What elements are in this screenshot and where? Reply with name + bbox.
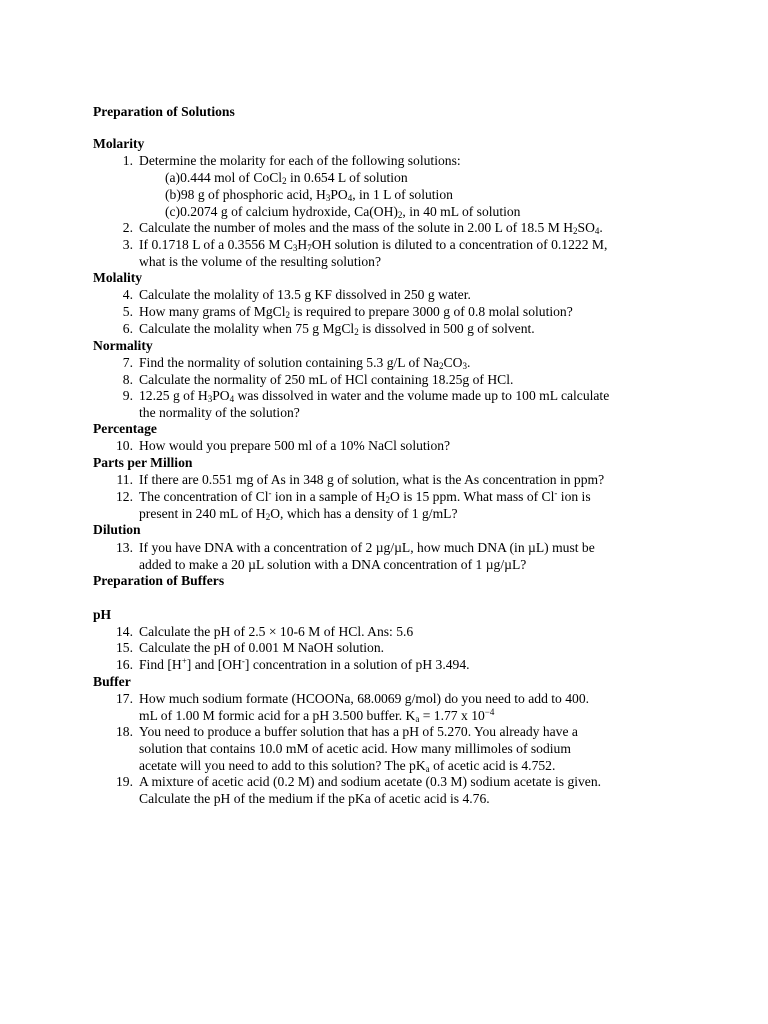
item-number: 10.: [116, 438, 133, 453]
section-heading-buffer: Buffer: [93, 674, 131, 689]
question-1: Determine the molarity for each of the following solutions:: [139, 153, 461, 168]
question-1c: (c)0.2074 g of calcium hydroxide, $Ca(OH)_2$, in 40 mL of solution: [165, 204, 521, 220]
question-9-line-2: the normality of the solution?: [139, 405, 300, 420]
question-6: Calculate the molality when 75 g MgCl$_2$ is dissolved in 500 g of solvent.: [139, 321, 535, 337]
question-18-line-2: solution that contains 10.0 mM of acetic acid. How many millimoles of sodium: [139, 741, 571, 756]
item-number: 19.: [116, 774, 133, 789]
question-5: How many grams of MgCl$_2$ is required to prepare 3000 g of 0.8 molal solution?: [139, 304, 573, 320]
question-13-line-2: added to make a 20 µL solution with a DNA concentration of 1 µg/µL?: [139, 557, 527, 572]
item-number: 18.: [116, 724, 133, 739]
item-number: 16.: [116, 657, 133, 672]
question-3-line-1: If 0.1718 L of a 0.3556 M $C_3H_7OH$ solution is diluted to a concentration of 0.1222 M,: [139, 237, 608, 253]
item-number: 1.: [122, 153, 133, 168]
item-number: 15.: [116, 640, 133, 655]
item-number: 11.: [116, 472, 133, 487]
question-19-line-1: A mixture of acetic acid (0.2 M) and sodium acetate (0.3 M) sodium acetate is given.: [139, 774, 602, 789]
question-14: Calculate the pH of 2.5 × 10-6 M of HCl. Ans: 5.6: [139, 624, 414, 639]
item-number: 2.: [122, 220, 133, 235]
section-heading-ppm: Parts per Million: [93, 455, 193, 470]
question-8: Calculate the normality of 250 mL of HCl containing 18.25g of HCl.: [139, 372, 514, 387]
section-heading-ph: pH: [93, 607, 112, 622]
question-1b: (b)98 g of phosphoric acid, $H_3PO_4$, in 1 L of solution: [165, 187, 453, 203]
question-7: Find the normality of solution containing 5.3 g/L of $Na_2CO_3$.: [139, 355, 471, 371]
item-number: 14.: [116, 624, 133, 639]
item-number: 9.: [122, 388, 133, 403]
item-number: 6.: [122, 321, 133, 336]
question-16: Find [H+] and [OH-] concentration in a solution of pH 3.494.: [139, 656, 470, 672]
question-18-line-3: acetate will you need to add to this solution? The $pK_a$ of acetic acid is 4.752.: [139, 758, 556, 774]
question-13-line-1: If you have DNA with a concentration of 2 µg/µL, how much DNA (in µL) must be: [139, 540, 595, 555]
section-heading-dilution: Dilution: [93, 522, 141, 537]
section-heading-molarity: Molarity: [93, 136, 145, 151]
question-12-line-2: present in 240 mL of $H_2O$, which has a density of 1 g/mL?: [139, 506, 458, 522]
page-title: Preparation of Solutions: [93, 104, 235, 119]
item-number: 7.: [122, 355, 133, 370]
section-heading-normality: Normality: [93, 338, 153, 353]
question-4: Calculate the molality of 13.5 g KF dissolved in 250 g water.: [139, 287, 471, 302]
question-15: Calculate the pH of 0.001 M NaOH solution.: [139, 640, 385, 655]
item-number: 4.: [122, 287, 133, 302]
item-number: 5.: [122, 304, 133, 319]
question-3-line-2: what is the volume of the resulting solution?: [139, 254, 382, 269]
section-heading-buffers: Preparation of Buffers: [93, 573, 225, 588]
question-17-line-1: How much sodium formate (HCOONa, 68.0069 g/mol) do you need to add to 400.: [139, 691, 590, 706]
item-number: 12.: [116, 489, 133, 504]
question-11: If there are 0.551 mg of As in 348 g of solution, what is the As concentration in ppm?: [139, 472, 605, 487]
question-12-line-1: The concentration of Cl- ion in a sample of $H_2O$ is 15 ppm. What mass of Cl- ion is: [139, 488, 591, 505]
question-19-line-2: Calculate the pH of the medium if the pKa of acetic acid is 4.76.: [139, 791, 490, 806]
question-1a: (a)0.444 mol of CoCl$_2$ in 0.654 L of solution: [165, 170, 408, 186]
question-18-line-1: You need to produce a buffer solution that has a pH of 5.270. You already have a: [139, 724, 578, 739]
item-number: 8.: [122, 372, 133, 387]
question-9-line-1: 12.25 g of $H_3PO_4$ was dissolved in water and the volume made up to 100 mL calculate: [139, 388, 610, 404]
question-2: Calculate the number of moles and the mass of the solute in 2.00 L of 18.5 M $H_2SO_4$.: [139, 220, 603, 236]
question-17-line-2: mL of 1.00 M formic acid for a pH 3.500 buffer. $K_a = 1.77$ x $10^{-4}$: [139, 707, 495, 724]
item-number: 17.: [116, 691, 133, 706]
question-10: How would you prepare 500 ml of a 10% NaCl solution?: [139, 438, 451, 453]
item-number: 13.: [116, 540, 133, 555]
item-number: 3.: [122, 237, 133, 252]
section-heading-molality: Molality: [93, 270, 143, 285]
section-heading-percentage: Percentage: [93, 421, 157, 436]
